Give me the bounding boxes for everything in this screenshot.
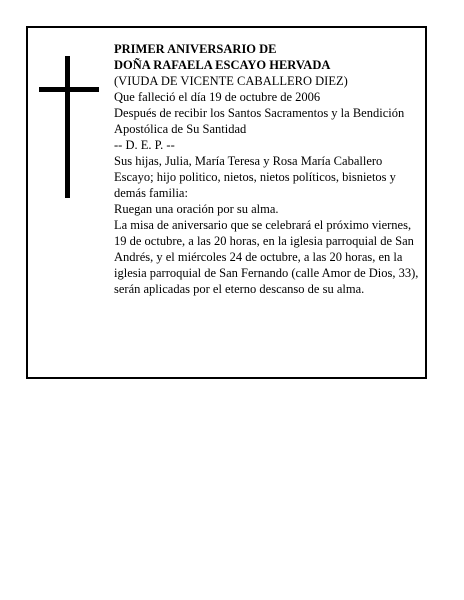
cross-vertical-bar bbox=[65, 56, 70, 198]
obituary-notice bbox=[26, 26, 427, 379]
death-date: Que falleció el día 19 de octubre de 2006 bbox=[114, 90, 321, 104]
heading-line-1: PRIMER ANIVERSARIO DE bbox=[114, 42, 277, 56]
sacraments: Después de recibir los Santos Sacramentos y la Bendición Apostólica de Su Santidad bbox=[114, 106, 405, 136]
mass-details: La misa de aniversario que se celebrará el próximo viernes, 19 de octubre, a las 20 horas, en la iglesia parroquial de San Andrés, y el miércoles 24 de octubre, a las 20 horas, en la iglesia parroquial de San Fernando (calle Amor de Dios, 33), serán aplicadas por el eterno descanso de su alma. bbox=[114, 218, 419, 296]
cross-horizontal-bar bbox=[39, 87, 99, 92]
prayer-request: Ruegan una oración por su alma. bbox=[114, 202, 279, 216]
cross-icon bbox=[39, 56, 99, 198]
family: Sus hijas, Julia, María Teresa y Rosa María Caballero Escayo; hijo politico, nietos, nietos políticos, bisnietos y demás familia: bbox=[114, 154, 396, 200]
notice-text bbox=[114, 41, 424, 297]
widow-of: (VIUDA DE VICENTE CABALLERO DIEZ) bbox=[114, 74, 348, 88]
heading-line-2: DOÑA RAFAELA ESCAYO HERVADA bbox=[114, 58, 331, 72]
rip: -- D. E. P. -- bbox=[114, 138, 175, 152]
